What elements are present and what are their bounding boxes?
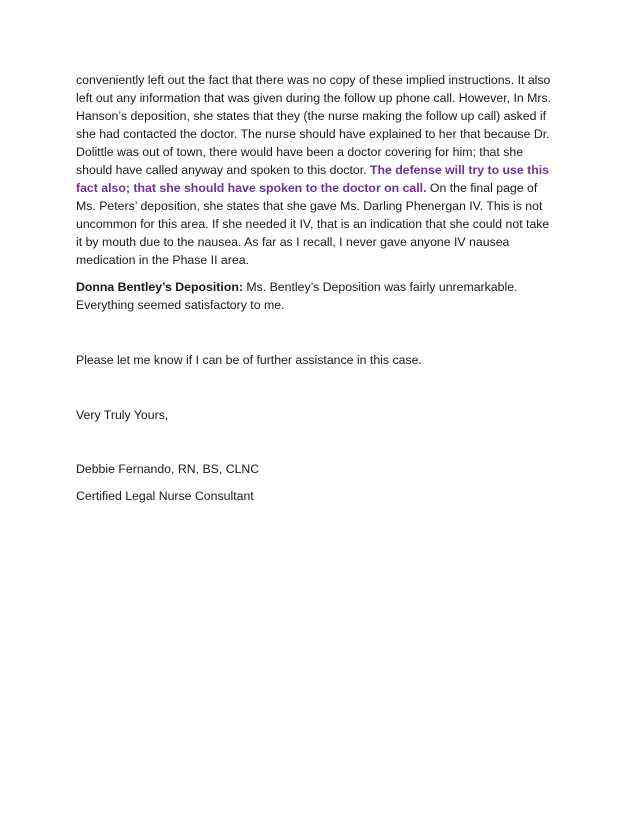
body-line-6-text: should have called anyway and spoken to this doctor.: [76, 163, 370, 177]
bentley-deposition-line-2: Everything seemed satisfactory to me.: [76, 298, 285, 312]
body-line-3: Hanson’s deposition, she states that they (the nurse making the follow up call) asked if: [76, 109, 547, 123]
body-line-7: [76, 179, 537, 197]
defense-highlight-part-1: The defense will try to use this: [369, 163, 549, 177]
body-line-7-text: On the final page of: [426, 181, 538, 195]
body-line-4: she had contacted the doctor. The nurse should have explained to her that because Dr.: [76, 127, 550, 141]
body-line-1: conveniently left out the fact that there was no copy of these implied instructions. It also: [76, 73, 551, 87]
bentley-deposition-heading: Donna Bentley’s Deposition:: [76, 280, 243, 294]
body-line-5: Dolittle was out of town, there would have been a doctor covering for him; that she: [76, 145, 524, 159]
assistance-line: Please let me know if I can be of further assistance in this case.: [76, 353, 422, 367]
body-line-10: it by mouth due to the nausea. As far as I recall, I never gave anyone IV nausea: [76, 235, 510, 249]
body-line-6: [76, 161, 549, 179]
bentley-deposition-text: Ms. Bentley’s Deposition was fairly unremarkable.: [242, 280, 518, 294]
signature-name: Debbie Fernando, RN, BS, CLNC: [76, 462, 260, 476]
defense-highlight-part-2: fact also; that she should have spoken to the doctor on call.: [76, 181, 427, 195]
body-line-8: Ms. Peters’ deposition, she states that she gave Ms. Darling Phenergan IV. This is not: [76, 199, 543, 213]
body-line-11: medication in the Phase II area.: [76, 253, 249, 267]
body-line-9: uncommon for this area. If she needed it IV, that is an indication that she could not take: [76, 217, 550, 231]
bentley-deposition-line-1: [76, 278, 517, 296]
signature-title: Certified Legal Nurse Consultant: [76, 489, 254, 503]
closing-line: Very Truly Yours,: [76, 408, 169, 422]
body-line-2: left out any information that was given during the follow up phone call. However, In Mrs.: [76, 91, 552, 105]
